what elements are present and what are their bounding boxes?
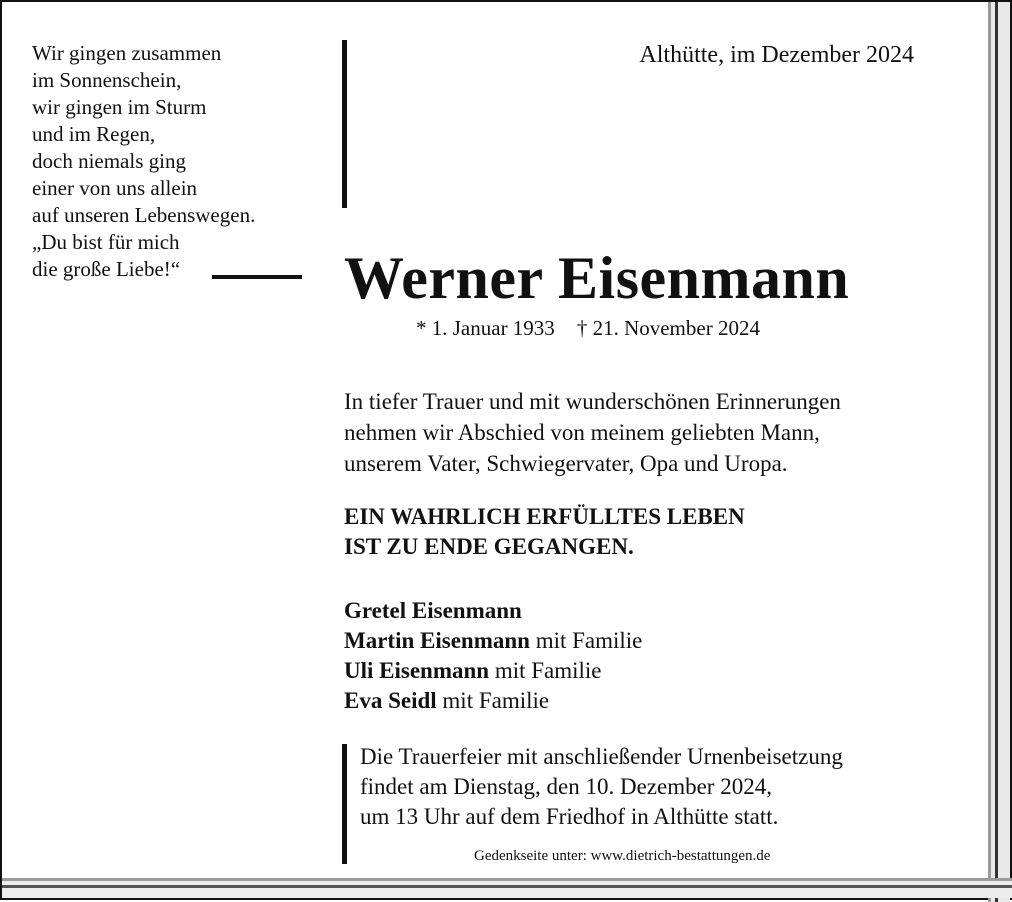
deceased-name: Werner Eisenmann: [344, 245, 850, 311]
birth-date: * 1. Januar 1933: [416, 316, 555, 340]
poem-line: Wir gingen zusammen: [32, 41, 222, 65]
ceremony-line: findet am Dienstag, den 10. Dezember 2024,: [360, 774, 772, 799]
page-frame-right: [988, 2, 1010, 902]
ceremony-line: Die Trauerfeier mit anschließender Urnenbeisetzung: [360, 744, 843, 769]
headline-line: EIN WAHRLICH ERFÜLLTES LEBEN: [344, 504, 745, 529]
place-date: Althütte, im Dezember 2024: [639, 42, 914, 68]
family-member-name: Eva Seidl: [344, 688, 437, 713]
family-member-name: Uli Eisenmann: [344, 658, 490, 683]
family-member-suffix: mit Familie: [436, 688, 550, 713]
family-member: [344, 596, 642, 626]
family-member: [344, 626, 642, 656]
poem-line: einer von uns allein: [32, 176, 198, 200]
family-member: [344, 686, 642, 716]
headline-line: IST ZU ENDE GEGANGEN.: [344, 534, 634, 559]
memorial-page-link: Gedenkseite unter: www.dietrich-bestattungen.de: [474, 848, 771, 864]
poem-line: doch niemals ging: [32, 149, 186, 173]
mourning-text-line: In tiefer Trauer und mit wunderschönen Erinnerungen: [344, 389, 841, 414]
mourning-text-line: unserem Vater, Schwiegervater, Opa und Uropa.: [344, 451, 788, 476]
mourning-text-line: nehmen wir Abschied von meinem geliebten Mann,: [344, 420, 820, 445]
vertical-divider-bottom: [342, 744, 347, 864]
headline: [344, 502, 745, 562]
family-member-suffix: mit Familie: [489, 658, 602, 683]
poem-line: und im Regen,: [32, 122, 156, 146]
poem-line: „Du bist für mich: [32, 230, 180, 254]
family-member-name: Gretel Eisenmann: [344, 598, 522, 623]
family-member-suffix: mit Familie: [529, 628, 643, 653]
death-date: † 21. November 2024: [576, 316, 760, 340]
poem-divider: [212, 275, 302, 279]
poem: [32, 40, 322, 283]
vertical-divider-top: [342, 40, 347, 208]
family-list: [344, 596, 642, 716]
mourning-text: [344, 386, 841, 479]
page-frame-bottom: [2, 878, 1012, 898]
ceremony-info: [360, 742, 843, 832]
life-dates: [416, 316, 760, 341]
poem-line: wir gingen im Sturm: [32, 95, 207, 119]
poem-line: die große Liebe!“: [32, 257, 181, 281]
poem-line: auf unseren Lebenswegen.: [32, 203, 256, 227]
family-member-name: Martin Eisenmann: [344, 628, 530, 653]
poem-line: im Sonnenschein,: [32, 68, 182, 92]
family-member: [344, 656, 642, 686]
ceremony-line: um 13 Uhr auf dem Friedhof in Althütte statt.: [360, 804, 779, 829]
